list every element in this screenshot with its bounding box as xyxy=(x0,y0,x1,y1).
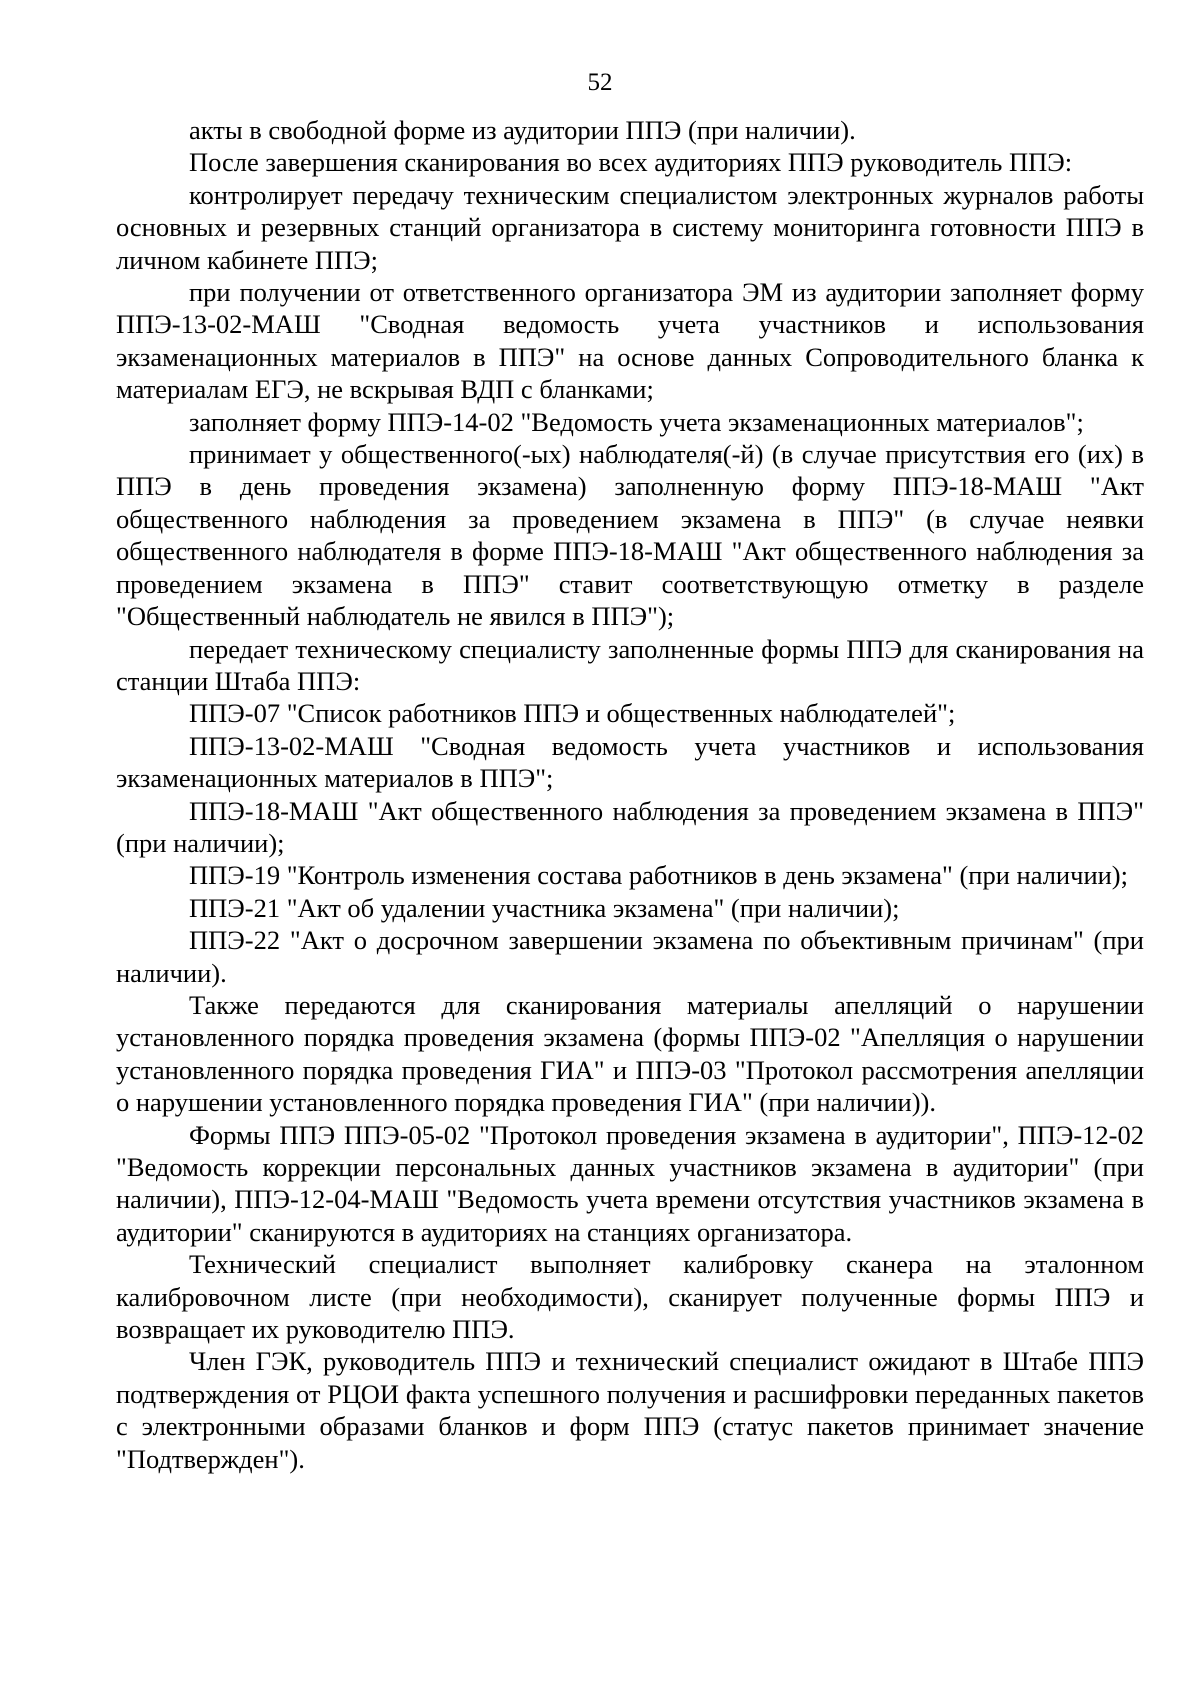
list-item-form-13-02: ППЭ-13-02-МАШ "Сводная ведомость учета участников и использования экзаменационных материалов в ППЭ"; xyxy=(116,730,1144,794)
list-item-form-18: ППЭ-18-МАШ "Акт общественного наблюдения за проведением экзамена в ППЭ" (при наличии); xyxy=(116,795,1144,858)
document-body xyxy=(116,114,1144,1475)
page-number: 52 xyxy=(587,69,613,96)
paragraph-appeals: Также передаются для сканирования материалы апелляций о нарушении установленного порядка проведения экзамена (формы ППЭ-02 "Апелляция о нарушении установленного порядка проведения ГИА" и ППЭ-03 "Протокол рассмотрения апелляции о нарушении установленного порядка проведения ГИА" (при наличии)). xyxy=(116,989,1144,1118)
paragraph-scanner-calibration: Технический специалист выполняет калибровку сканера на эталонном калибровочном листе (при необходимости), сканирует полученные формы ППЭ и возвращает их руководителю ППЭ. xyxy=(116,1249,1144,1345)
list-item-form-22: ППЭ-22 "Акт о досрочном завершении экзамена по объективным причинам" (при наличии). xyxy=(116,925,1144,988)
paragraph-awaiting-confirmation: Член ГЭК, руководитель ППЭ и технический специалист ожидают в Штабе ППЭ подтверждения от РЦОИ факта успешного получения и расшифровки переданных пакетов с электронными образами бланков и форм ППЭ (статус пакетов принимает значение "Подтвержден"). xyxy=(116,1346,1144,1474)
list-item-form-21: ППЭ-21 "Акт об удалении участника экзамена" (при наличии); xyxy=(189,892,900,923)
paragraph-acts-free-form: акты в свободной форме из аудитории ППЭ (при наличии). xyxy=(189,115,856,145)
paragraph-fills-form-13-02: при получении от ответственного организатора ЭМ из аудитории заполняет форму ППЭ-13-02-МАШ "Сводная ведомость учета участников и использования экзаменационных материалов в ППЭ" на основе данных Сопроводительного бланка к материалам ЕГЭ, не вскрывая ВДП с бланками; xyxy=(116,277,1144,405)
paragraph-auditorium-forms: Формы ППЭ ППЭ-05-02 "Протокол проведения экзамена в аудитории", ППЭ-12-02 "Ведомость коррекции персональных данных участников экзамена в аудитории" (при наличии), ППЭ-12-04-МАШ "Ведомость учета времени отсутствия участников экзамена в аудитории" сканируются в аудиториях на станциях организатора. xyxy=(116,1119,1144,1247)
paragraph-accepts-form-18: принимает у общественного(-ых) наблюдателя(-й) (в случае присутствия его (их) в ППЭ в день проведения экзамена) заполненную форму ППЭ-18-МАШ "Акт общественного наблюдения за проведением экзамена в ППЭ" (в случае неявки общественного наблюдателя в форме ППЭ-18-МАШ "Акт общественного наблюдения за проведением экзамена в ППЭ" ставит соответствующую отметку в разделе "Общественный наблюдатель не явился в ППЭ"); xyxy=(116,439,1144,632)
paragraph-after-scanning: После завершения сканирования во всех аудиториях ППЭ руководитель ППЭ: xyxy=(189,147,1073,178)
paragraph-fills-form-14-02: заполняет форму ППЭ-14-02 "Ведомость учета экзаменационных материалов"; xyxy=(189,406,1084,437)
list-item-form-19: ППЭ-19 "Контроль изменения состава работников в день экзамена" (при наличии); xyxy=(189,860,1128,891)
list-item-form-07: ППЭ-07 "Список работников ППЭ и общественных наблюдателей"; xyxy=(189,698,956,729)
paragraph-controls-transfer: контролирует передачу техническим специалистом электронных журналов работы основных и резервных станций организатора в систему мониторинга готовности ППЭ в личном кабинете ППЭ; xyxy=(116,179,1144,275)
paragraph-transfers-forms: передает техническому специалисту заполненные формы ППЭ для сканирования на станции Штаба ППЭ: xyxy=(116,633,1144,696)
